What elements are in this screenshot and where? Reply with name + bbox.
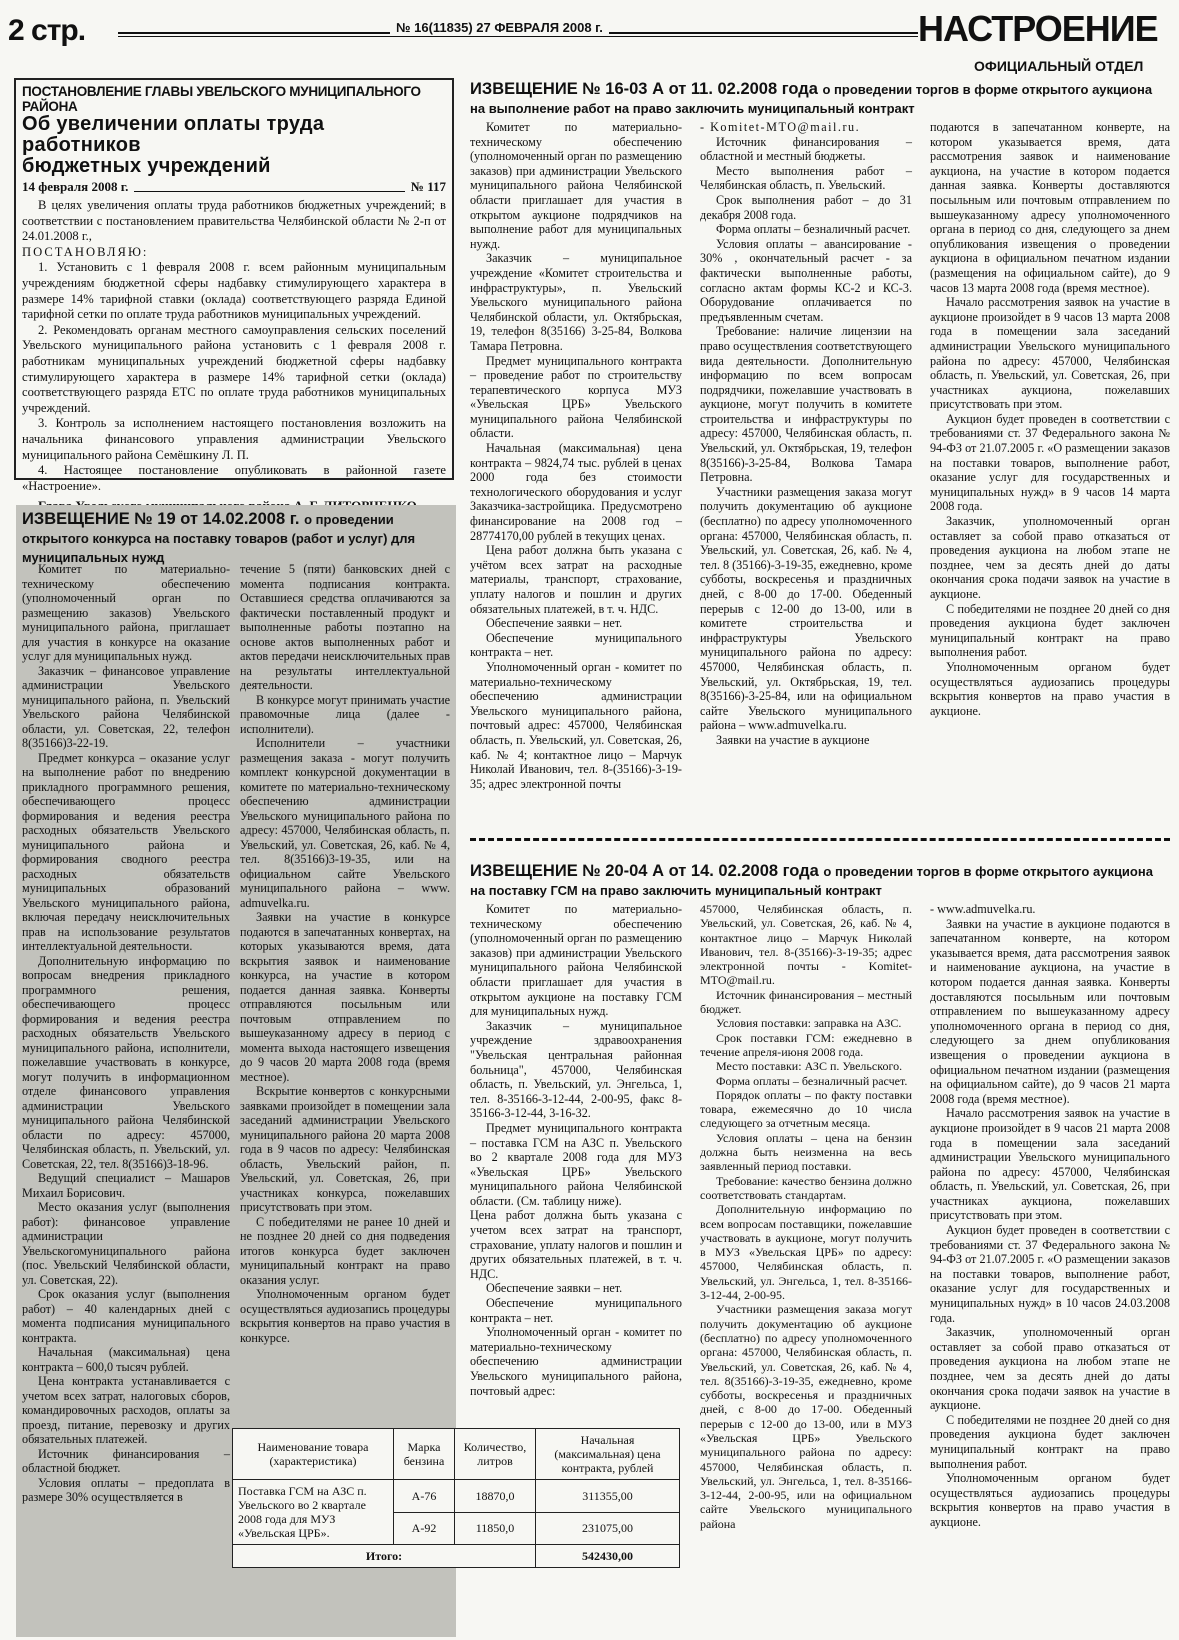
notice2004-column-1: [470, 902, 682, 1398]
notice2004-heading: [470, 862, 1170, 900]
notice2004-paragraph: Заказчик, уполномоченный орган оставляет за собой право отказаться от проведения аукциона на любом этапе не позднее, чем за десять дней до даты окончания срока подачи заявок на участие в аукционе.: [930, 1325, 1170, 1413]
page-number: 2 стр.: [8, 14, 86, 47]
notice1603-paragraph: Обеспечение муниципального контракта – нет.: [470, 630, 682, 660]
notice19-paragraph: Срок оказания услуг (выполнения работ) – 40 календарных дней с момента подписания муниципального контракта.: [22, 1287, 230, 1345]
notice19-paragraph: Заявки на участие в конкурсе подаются в запечатанных конвертах, на которых указываются время, дата вскрытия заявок и наименование конкурса, на участие в котором подается данная заявка. Конверты отправляются посыльным или почтовым отправлением по вышеуказанному адресу в период с момента выхода настоящего извещения до 9 часов 20 марта 2008 года (время местное).: [240, 910, 450, 1084]
notice2004-paragraph: Уполномоченный орган - комитет по материально-техническому обеспечению администрации Увельского муниципального района, почтовый адрес:: [470, 1325, 682, 1398]
decree-dateline: [22, 179, 446, 195]
notice1603-column-1: [470, 120, 682, 791]
notice2004-paragraph: Заказчик – муниципальное учреждение здравоохранения "Увельская центральная районная больница", 457000, Челябинская область, п. Увельский, ул. Энгельса, 1, тел. 8-35166-3-12-44, 2-00-95, факс 8-35166-3-12-44, 3-16-32.: [470, 1018, 682, 1121]
notice19-heading: [22, 510, 450, 567]
decree-body: [22, 198, 446, 494]
notice19-paragraph: Ведущий специалист – Машаров Михаил Борисович.: [22, 1171, 230, 1200]
notice2004-paragraph: Комитет по материально-техническому обеспечению (уполномоченный орган по размещению заказов) при администрации Увельского муниципального района Челябинской области приглашает для участия в открытом аукционе на поставку ГСМ для муниципальных нужд.: [470, 902, 682, 1019]
notice2004-column-3: [930, 902, 1170, 1530]
notice1603-paragraph: Заявки на участие в аукционе: [716, 732, 870, 747]
notice19-column-2: [240, 562, 450, 1345]
notice1603-paragraph: Заказчик – муниципальное учреждение «Комитет строительства и инфраструктуры», п. Увельский Увельского муниципального района Челябинской области, ул. Октябрьская, 19, телефон 8(35166) 3-25-84, Волкова Тамара Петровна.: [470, 251, 682, 353]
table-cell-price: 311355,00: [536, 1480, 680, 1513]
table-cell-grade: А-92: [394, 1512, 455, 1545]
notice1603-paragraph: Источник финансирования – областной и местный бюджеты.: [700, 134, 912, 164]
notice1603-heading: [470, 80, 1170, 118]
decree-content: [22, 84, 446, 514]
notice19-paragraph: Вскрытие конвертов с конкурсными заявками произойдет в помещении зала заседаний администрации Увельского муниципального района 20 марта 2008 года в 9 часов по адресу: Челябинская область, Увельский район, п. Увельский, ул. Советская, 26, при участниках конкурса, пожелавших присутствовать при этом.: [240, 1084, 450, 1214]
notice19-subtitle: о проведении открытого конкурса на поставку товаров (работ и услуг) для муниципальных нужд: [22, 512, 416, 565]
notice2004-paragraph: Обеспечение муниципального контракта – нет.: [470, 1296, 682, 1325]
decree-paragraph: В целях увеличения оплаты труда работников бюджетных учреждений; в соответствии с постановлением правительства Челябинской области № 2-п от 24.01.2008 г.,: [22, 198, 446, 244]
section-title: ОФИЦИАЛЬНЫЙ ОТДЕЛ: [974, 58, 1144, 74]
notice2004-paragraph: С победителями не позднее 20 дней со дня проведения аукциона будет заключен муниципальный контракт на право выполнения работ.: [930, 1412, 1170, 1471]
notice19-column-1: [22, 562, 230, 1505]
notice2004-paragraph: Заявки на участие в аукционе подаются в запечатанном конверте, на котором указывается время, дата рассмотрения заявок и наименование аукциона, на участие в котором подается данная заявка. Конверты доставляются посыльным или почтовым отправлением по вышеуказанному адресу уполномоченного органа в период со дня, следующего за днем опубликования извещения о проведении аукциона в официальном печатном издании (размещения на официальном сайте), до 9 часов 21 марта 2008 года (время местное).: [930, 916, 1170, 1106]
notice1603-column-2: [700, 120, 912, 748]
table-total-row: [233, 1545, 680, 1568]
notice2004-paragraph: Форма оплаты – безналичный расчет.: [716, 1073, 908, 1088]
notice1603-paragraph: Участники размещения заказа могут получить документацию об аукционе (бесплатно) по адресу уполномоченного органа: 457000, Челябинская область, п. Увельский, ул. Советская, 26, каб. № 4, тел. 8 (35166)-3-19-35, ежедневно, кроме субботы, воскресенья и праздничных дней, с 8-00 до 17-00. Обеденный перерыв с 12-00 до 13-00, или в комитете строительства и инфраструктуры Увельского муниципального района по адресу: 457000, Челябинская область, п. Увельский, ул. Октябрьская, 19, тел. 8(35166)-3-25-84, или на официальном сайте Увельского муниципального района – www.admuvelka.ru.: [700, 484, 912, 733]
notice1603-paragraph: Уполномоченный орган - комитет по материально-техническому обеспечению администрации Увельского муниципального района, почтовый адрес: 457000, Челябинская область, п. Увельский, ул. Советская, 26, каб. № 4; контактное лицо – Марчук Николай Иванович, тел. 8-(35166)-3-19-35; адрес электронной почты: [470, 659, 682, 791]
notice1603-paragraph: Условия оплаты – авансирование - 30% , окончательный расчет - за фактически выполненные работы, согласно актам формы КС-2 и КС-3. Оборудование оплачивается по предъявленным счетам.: [700, 236, 912, 324]
table-cell-qty: 11850,0: [455, 1512, 536, 1545]
notice19-paragraph: течение 5 (пяти) банковских дней с момента подписания контракта. Оставшиеся средства оплачиваются за фактически поставленный продукт и выполненные работы поэтапно на основе актов выполненных работ и актов передачи неисключительных прав на результаты интеллектуальной деятельности.: [240, 562, 450, 692]
table-row: [233, 1480, 680, 1513]
notice2004-paragraph: Дополнительную информацию по всем вопросам поставщики, пожелавшие участвовать в аукционе, могут получить в МУЗ «Увельская ЦРБ» по адресу: 457000, Челябинская область, п. Увельский, ул. Энгельса, 1, тел. 8-35166-3-12-44, 2-00-95.: [700, 1202, 912, 1303]
table-cell-item: Поставка ГСМ на АЗС п. Увельского во 2 квартале 2008 года для МУЗ «Увельская ЦРБ».: [233, 1480, 394, 1545]
notice2004-paragraph: Цена работ должна быть указана с учетом всех затрат на транспорт, страхование, уплату налогов и пошлин и других обязательных платежей, в т. ч. НДС.: [470, 1208, 682, 1281]
notice1603-email: - Komitet-МТО@mail.ru.: [700, 120, 861, 134]
notice19-paragraph: Уполномоченным органом будет осуществляться аудиозапись процедуры вскрытия конвертов на право участия в конкурсе.: [240, 1287, 450, 1345]
notice19-paragraph: Цена контракта устанавливается с учетом всех затрат, налоговых сборов, командировочных расходов, оплаты за проезд, питание, перевозку и других обязательных платежей.: [22, 1374, 230, 1446]
notice2004-paragraph: Порядок оплаты – по факту поставки товара, ежемесячно до 10 числа следующего за отчетным месяца.: [700, 1087, 912, 1131]
notice2004-paragraph: Требование: качество бензина должно соответствовать стандартам.: [700, 1173, 912, 1202]
table-header-row: [233, 1429, 680, 1480]
notice1603-paragraph: Предмет муниципального контракта – проведение работ по строительству терапевтического корпуса МУЗ «Увельская ЦРБ» Увельского муниципального района Челябинской области.: [470, 353, 682, 441]
notice19-paragraph: Предмет конкурса – оказание услуг на выполнение работ по внедрению прикладного программного решения, обеспечивающего процесс формирования и ведения реестра расходных обязательств Увельского муниципального района и формирования сводного реестра расходных обязательств муниципальных образований Увельского муниципального района, включая передачу неисключительных прав на использование результатов интеллектуальной деятельности.: [22, 750, 230, 953]
decree-paragraph: ПОСТАНОВЛЯЮ:: [22, 244, 149, 259]
table-header-cell: Наименование товара (характеристика): [233, 1429, 394, 1480]
notice2004-paragraph: Участники размещения заказа могут получить документацию об аукционе (бесплатно) по адресу уполномоченного органа: 457000, Челябинская область, п. Увельский, ул. Советская, 26, каб. № 4, тел. 8(35166)-3-19-35, ежедневно, кроме субботы, воскресенья и праздничных дней, с 8-00 до 17-00. Обеденный перерыв с 12-00 до 13-00, или в МУЗ «Увельская ЦРБ» Увельского муниципального района по адресу: 457000, Челябинская область, п. Увельский, ул. Энгельса, 1, тел. 8-35166-3-12-44, 2-00-95, или на официальном сайте Увельского муниципального района: [700, 1302, 912, 1531]
notice1603-paragraph: Форма оплаты – безналичный расчет.: [716, 222, 911, 237]
notice19-paragraph: Место оказания услуг (выполнения работ): финансовое управление администрации Увельскогомуниципального района (пос. Увельский Челябинской области, ул. Советская, 22).: [22, 1200, 230, 1287]
notice19-paragraph: Дополнительную информацию по вопросам внедрения прикладного программного решения, обеспечивающего процесс формирования и ведения реестра расходных обязательств Увельского муниципального района, исполнители, пожелавшие участвовать в конкурсе, могут получить в информационном отделе финансового управления администрации Увельского муниципального района Челябинской области по адресу: 457000, Челябинская область, п. Увельский, ул. Советская, 22, тел. 8(35166)3-18-96.: [22, 953, 230, 1171]
notice2004-paragraph: Предмет муниципального контракта – поставка ГСМ на АЗС п. Увельского во 2 квартале 2008 года для МУЗ «Увельская ЦРБ» Увельского муниципального района Челябинской области. (См. таблицу ниже).: [470, 1120, 682, 1208]
decree-number: № 117: [410, 179, 446, 194]
notice2004-title: ИЗВЕЩЕНИЕ № 20-04 А от 14. 02.2008 года: [470, 862, 819, 880]
header-rule: [118, 36, 918, 37]
notice1603-paragraph: Срок выполнения работ – до 31 декабря 2008 года.: [700, 192, 912, 222]
notice2004-paragraph: Уполномоченным органом будет осуществляться аудиозапись процедуры вскрытия конвертов на право участия в аукционе.: [930, 1471, 1170, 1529]
notice2004-paragraph: Обеспечение заявки – нет.: [486, 1281, 623, 1296]
notice1603-paragraph: Комитет по материально-техническому обеспечению (уполномоченный орган по размещению заказов) при администрации Увельского муниципального района Челябинской области приглашает для участия в открытом аукционе подрядчиков на выполнение работ для муниципальных нужд.: [470, 120, 682, 251]
section-divider: [470, 838, 1170, 841]
decree-paragraph: 4. Настоящее постановление опубликовать в районной газете «Настроение».: [22, 463, 446, 493]
table-cell-qty: 18870,0: [455, 1480, 536, 1513]
notice1603-paragraph: Место выполнения работ – Челябинская область, п. Увельский.: [700, 163, 912, 193]
table-header-cell: Количество, литров: [455, 1429, 536, 1480]
notice1603-paragraph: Начальная (максимальная) цена контракта – 9824,74 тыс. рублей в ценах 2000 года без стоимости технологического оборудования и услуг Заказчика-застройщика. Предусмотрено финансирование на 2008 год – 28774170,00 рублей в текущих ценах.: [470, 441, 682, 543]
notice1603-title: ИЗВЕЩЕНИЕ № 16-03 А от 11. 02.2008 года: [470, 80, 818, 98]
notice2004-column-2: [700, 902, 912, 1531]
notice2004-paragraph: - www.admuvelka.ru.: [930, 902, 1036, 916]
notice2004-title-block: [470, 862, 1170, 900]
notice1603-paragraph: Обеспечение заявки – нет.: [486, 616, 623, 631]
decree-paragraph: 2. Рекомендовать органам местного самоуправления сельских поселений Увельского муниципального района установить с 1 февраля 2008 г. работникам муниципальных учреждений бюджетной сферы надбавку стимулирующего характера в размере 14% тарифной сетки (оклада) соответствующего разряда ЕТС по оплате труда работников муниципальных учреждений.: [22, 322, 446, 415]
table-total-value: 542430,00: [536, 1545, 680, 1568]
notice2004-paragraph: Аукцион будет проведен в соответствии с требованиями ст. 37 Федерального закона № 94-ФЗ от 21.07.2005 г. «О размещении заказов на поставки товаров, выполнение работ, оказание услуг для государственных и муниципальных нужд» в 10 часов 24.03.2008 года.: [930, 1223, 1170, 1325]
notice1603-title-block: [470, 80, 1170, 118]
notice1603-paragraph: Уполномоченным органом будет осуществляться аудиозапись процедуры вскрытия конвертов на право участия в аукционе.: [930, 659, 1170, 718]
notice19-paragraph: Источник финансирования – областной бюджет.: [22, 1446, 230, 1475]
notice2004-paragraph: Источник финансирования – местный бюджет.: [700, 987, 912, 1017]
notice2004-paragraph: Условия поставки: заправка на АЗС.: [716, 1016, 902, 1031]
decree-kicker: ПОСТАНОВЛЕНИЕ ГЛАВЫ УВЕЛЬСКОГО МУНИЦИПАЛЬНОГО РАЙОНА: [22, 84, 421, 114]
table-total-label: Итого:: [233, 1545, 536, 1568]
decree-title-line2: бюджетных учреждений: [22, 155, 271, 177]
notice1603-subtitle: о проведении торгов в форме открытого аукциона на выполнение работ на право заключить муниципальный контракт: [470, 82, 1153, 116]
table-cell-price: 231075,00: [536, 1512, 680, 1545]
notice19-paragraph: Начальная (максимальная) цена контракта – 600,0 тысяч рублей.: [22, 1345, 230, 1374]
notice19-paragraph: Условия оплаты – предоплата в размере 30% осуществляется в: [22, 1475, 230, 1504]
notice19-paragraph: В конкурсе могут принимать участие правомочные лица (далее - исполнители).: [240, 692, 450, 736]
notice19-title-block: [22, 510, 450, 567]
issue-line: № 16(11835) 27 ФЕВРАЛЯ 2008 г.: [390, 20, 609, 35]
notice19-paragraph: Заказчик – финансовое управление администрации Увельского муниципального района, п. Увельский Увельского района Челябинской области, ул. Советская, 22, телефон 8(35166)3-22-19.: [22, 663, 230, 750]
dateline-rule: [134, 191, 404, 192]
notice2004-paragraph: Начало рассмотрения заявок на участие в аукционе произойдет в 9 часов 21 марта 2008 года в помещении зала заседаний администрации Увельского муниципального района по адресу: 457000, Челябинская область, п. Увельский, ул. Советская, 26, при участниках аукциона, пожелавших присутствовать при этом.: [930, 1106, 1170, 1223]
notice2004-paragraph: 457000, Челябинская область, п. Увельский, ул. Советская, 26, каб. № 4, контактное лицо – Марчук Николай Иванович, тел. 8-(35166)-3-19-35; адрес электронной почты - Komitet-МТО@mail.ru.: [700, 902, 912, 988]
notice19-title: ИЗВЕЩЕНИЕ № 19 от 14.02.2008 г.: [22, 510, 300, 528]
notice1603-column-3: [930, 120, 1170, 718]
decree-paragraph: 3. Контроль за исполнением настоящего постановления возложить на начальника финансового управления администрации Увельского муниципального района Семёшкину Л. П.: [22, 416, 446, 462]
decree-box: [14, 78, 454, 493]
notice1603-paragraph: Требование: наличие лицензии на право осуществления соответствующего вида деятельности. Дополнительную информацию по всем вопросам подрядчики, пожелавшие участвовать в аукционе, могут получить в комитете строительства и инфраструктуры по адресу: 457000, Челябинская область, п. Увельский, ул. Октябрьская, 19, телефон 8(35166)-3-25-84, Волкова Тамара Петровна.: [700, 324, 912, 485]
notice1603-paragraph: Цена работ должна быть указана с учётом всех затрат на расходные материалы, транспорт, страхование, уплату налогов и пошлин и других обязательных платежей, в т. ч. НДС.: [470, 543, 682, 616]
notice19-paragraph: Исполнители – участники размещения заказа - могут получить комплект конкурсной документации в комитете по материально-техническому обеспечению администрации Увельского муниципального района по адресу: 457000, Челябинская область, п. Увельский, ул. Советская, 26, каб. № 4, тел. 8(35166)3-19-35, или на официальном сайте Увельского муниципального района – www. admuvelka.ru.: [240, 736, 450, 910]
table-cell-grade: А-76: [394, 1480, 455, 1513]
notice19-paragraph: Комитет по материально-техническому обеспечению (уполномоченный орган по размещению заказов) Увельского муниципального района, приглашает для участия в конкурсе на оказание услуг для муниципальных нужд.: [22, 562, 230, 663]
newspaper-title: НАСТРОЕНИЕ: [918, 8, 1158, 49]
notice1603-paragraph: подаются в запечатанном конверте, на котором указывается время, дата рассмотрения заявок и наименование аукциона, на участие в котором подается данная заявка. Конверты доставляются посыльным или почтовым отправлением по вышеуказанному адресу уполномоченного органа в период со дня, следующего за днем опубликования извещения о проведении аукциона в официальном печатном издании (размещения на официальном сайте), до 9 часов 13 марта 2008 года (время местное).: [930, 120, 1170, 295]
notice2004-subtitle: о проведении торгов в форме открытого аукциона на поставку ГСМ на право заключить муниципальный контракт: [470, 864, 1153, 898]
notice1603-paragraph: Заказчик, уполномоченный орган оставляет за собой право отказаться от проведения аукциона на любом этапе не позднее, чем за десять дней до даты окончания срока подачи заявок на участие в аукционе.: [930, 514, 1170, 601]
table-header-cell: Начальная (максимальная) цена контракта, рублей: [536, 1429, 680, 1480]
notice1603-paragraph: Аукцион будет проведен в соответствии с требованиями ст. 37 Федерального закона № 94-ФЗ от 21.07.2005 г. «О размещении заказов на поставки товаров, выполнение работ, оказание услуг для государственных и муниципальных нужд» в 9 часов 14 марта 2008 года.: [930, 411, 1170, 514]
notice19-paragraph: С победителями не ранее 10 дней и не позднее 20 дней со дня подведения итогов конкурса будет заключен муниципальный контракт на право оказания услуг.: [240, 1214, 450, 1287]
decree-paragraph: 1. Установить с 1 февраля 2008 г. всем районным муниципальным учреждениям бюджетной сферы надбавку стимулирующего характера в размере 14% тарифной ставки (оклада) соответствующего разряда Единой тарифной сетки по оплате труда работников муниципальных учреждений.: [22, 260, 446, 322]
fuel-table-wrapper: [232, 1428, 680, 1568]
notice2004-paragraph: Условия оплаты – цена на бензин должна быть неизменна на весь заявленный период поставки.: [700, 1130, 912, 1174]
notice1603-paragraph: Начало рассмотрения заявок на участие в аукционе произойдет в 9 часов 13 марта 2008 года в помещении зала заседаний администрации Увельского муниципального района по адресу: 457000, Челябинская область, п. Увельский, ул. Советская, 26, при участниках аукциона, пожелавших присутствовать при этом.: [930, 295, 1170, 412]
notice1603-paragraph: С победителями не позднее 20 дней со дня проведения аукциона будет заключен муниципальный контракт на право выполнения работ.: [930, 601, 1170, 660]
table-header-cell: Марка бензина: [394, 1429, 455, 1480]
notice2004-paragraph: Место поставки: АЗС п. Увельского.: [716, 1059, 903, 1074]
decree-date: 14 февраля 2008 г.: [22, 179, 129, 194]
decree-title-line1: Об увеличении оплаты труда работников: [22, 113, 325, 156]
fuel-table: [232, 1428, 680, 1568]
notice2004-paragraph: Срок поставки ГСМ: ежедневно в течение апреля-июня 2008 года.: [700, 1030, 912, 1059]
